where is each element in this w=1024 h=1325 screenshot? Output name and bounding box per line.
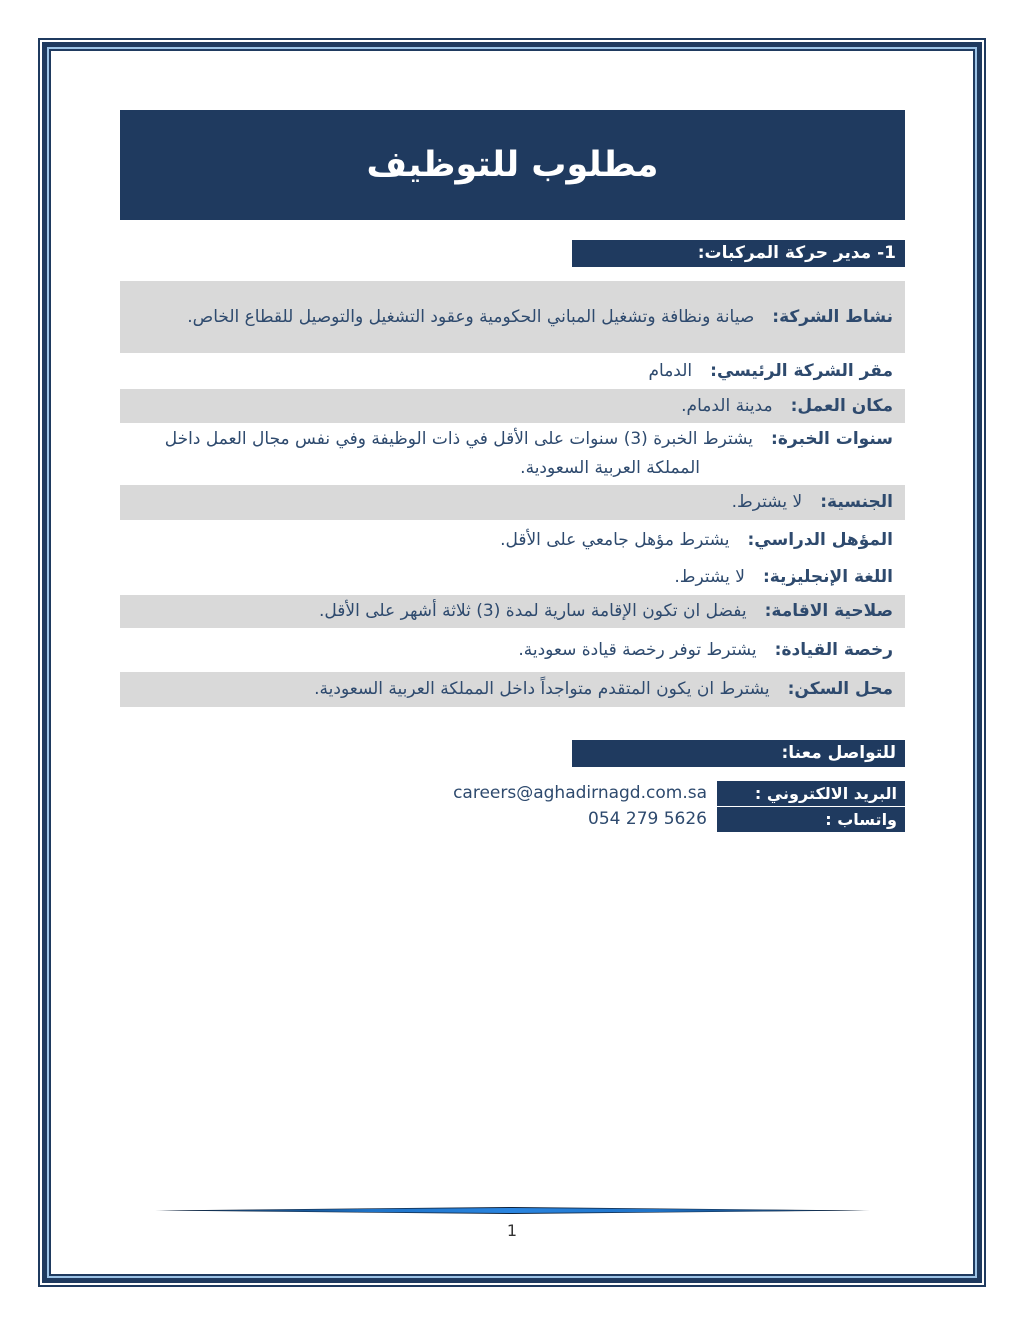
field-value: لا يشترط. xyxy=(731,492,803,512)
contact-row xyxy=(120,807,905,832)
info-table xyxy=(120,281,905,707)
contact-rows xyxy=(120,781,905,833)
table-row xyxy=(120,485,905,520)
field-label: صلاحية الاقامة: xyxy=(764,601,893,621)
table-row-text xyxy=(132,526,893,555)
table-row xyxy=(120,595,905,628)
contact-section-heading: للتواصل معنا: xyxy=(572,740,905,767)
table-row-text xyxy=(132,425,893,483)
divider-lens-fill xyxy=(161,1208,864,1213)
field-label: سنوات الخبرة: xyxy=(771,429,893,449)
field-label: اللغة الإنجليزية: xyxy=(762,567,893,587)
title-banner xyxy=(120,110,905,220)
field-value: مدينة الدمام. xyxy=(681,395,773,416)
contact-value: careers@aghadirnagd.com.sa xyxy=(453,783,707,803)
table-row-text xyxy=(132,392,893,421)
table-row-text xyxy=(132,636,893,665)
table-row-text xyxy=(132,563,893,592)
table-row-text xyxy=(132,488,893,517)
contact-value: 054 279 5626 xyxy=(588,809,707,829)
table-row xyxy=(120,281,905,353)
job-section-heading: 1- مدير حركة المركبات: xyxy=(572,240,905,267)
field-label: الجنسية: xyxy=(820,492,893,512)
contact-label: واتساب : xyxy=(717,807,905,832)
contact-row xyxy=(120,781,905,806)
table-row-text xyxy=(132,597,893,626)
field-value: يشترط توفر رخصة قيادة سعودية. xyxy=(518,639,757,660)
page-number: 1 xyxy=(506,1221,518,1240)
table-row xyxy=(120,560,905,595)
field-label: المؤهل الدراسي: xyxy=(747,529,893,550)
field-label: مكان العمل: xyxy=(790,395,893,416)
field-label: محل السكن: xyxy=(787,679,893,699)
table-row xyxy=(120,389,905,423)
field-value: صيانة ونظافة وتشغيل المباني الحكومية وعقود التشغيل والتوصيل للقطاع الخاص. xyxy=(187,306,755,327)
field-label: نشاط الشركة: xyxy=(772,306,893,327)
table-row xyxy=(120,353,905,389)
table-row-text xyxy=(132,303,893,332)
table-row xyxy=(120,520,905,560)
field-label: رخصة القيادة: xyxy=(774,639,893,660)
field-value: لا يشترط. xyxy=(674,567,745,587)
page-title: مطلوب للتوظيف xyxy=(366,145,659,185)
table-row-text xyxy=(132,675,893,704)
field-label: مقر الشركة الرئيسي: xyxy=(710,360,893,381)
field-value: الدمام xyxy=(648,360,693,381)
table-row xyxy=(120,672,905,707)
contact-label: البريد الالكتروني : xyxy=(717,781,905,806)
field-value: يفضل ان تكون الإقامة سارية لمدة (3) ثلاثة أشهر على الأقل. xyxy=(319,601,747,621)
footer-divider xyxy=(155,1207,870,1214)
table-row xyxy=(120,423,905,485)
field-value: يشترط ان يكون المتقدم متواجداً داخل المملكة العربية السعودية. xyxy=(314,679,770,699)
field-value: يشترط الخبرة (3) سنوات على الأقل في ذات الوظيفة وفي نفس مجال العمل داخل المملكة العربية السعودية. xyxy=(164,429,754,478)
table-row-text xyxy=(132,357,893,386)
table-row xyxy=(120,628,905,672)
field-value: يشترط مؤهل جامعي على الأقل. xyxy=(500,529,730,550)
